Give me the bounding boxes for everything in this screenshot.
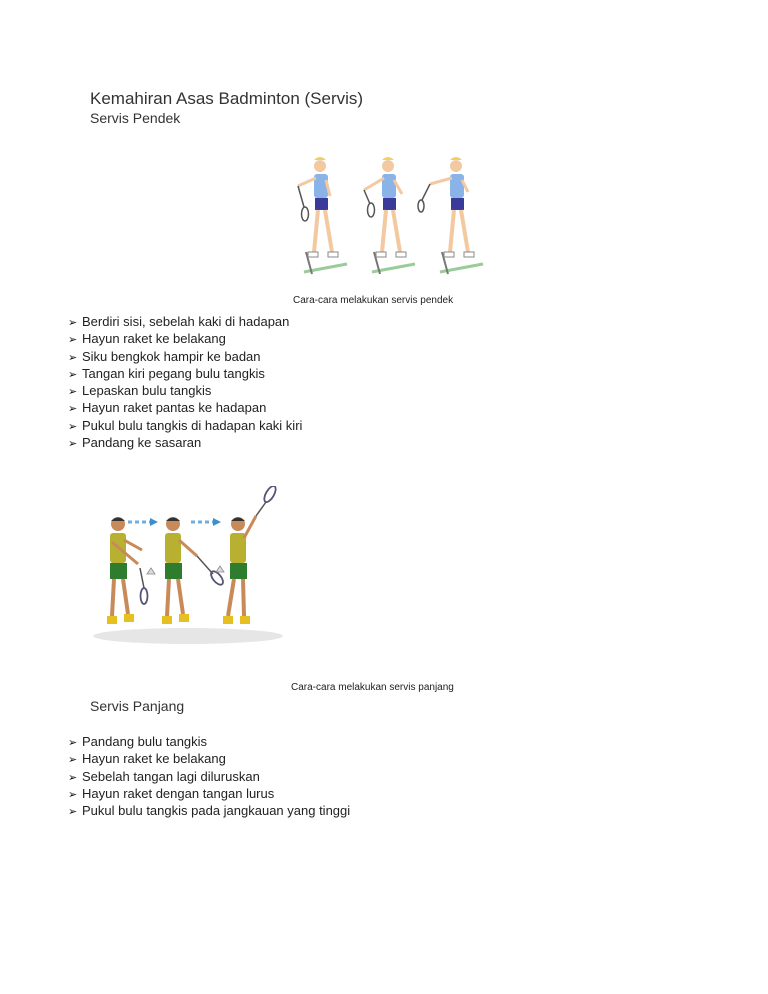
list-item: ➢ Hayun raket ke belakang xyxy=(68,750,350,767)
list-item: ➢ Pukul bulu tangkis pada jangkauan yang tinggi xyxy=(68,802,350,819)
list-item: ➢ Hayun raket ke belakang xyxy=(68,330,302,347)
list-item: ➢ Hayun raket pantas ke hadapan xyxy=(68,399,302,416)
arrow-bullet-icon: ➢ xyxy=(68,403,78,416)
player-figure xyxy=(216,486,278,624)
arrow-bullet-icon: ➢ xyxy=(68,334,78,347)
arrow-bullet-icon: ➢ xyxy=(68,351,78,364)
arrow-bullet-icon: ➢ xyxy=(68,386,78,399)
list-item: ➢ Pandang bulu tangkis xyxy=(68,733,350,750)
list-item: ➢ Tangan kiri pegang bulu tangkis xyxy=(68,365,302,382)
arrow-bullet-icon: ➢ xyxy=(68,806,78,819)
arrow-bullet-icon: ➢ xyxy=(68,737,78,749)
list-item: ➢ Berdiri sisi, sebelah kaki di hadapan xyxy=(68,313,302,330)
short-serve-illustration xyxy=(282,152,492,280)
arrow-bullet-icon: ➢ xyxy=(68,754,78,767)
arrow-bullet-icon: ➢ xyxy=(68,420,78,433)
player-figure xyxy=(147,517,225,624)
list-item: ➢ Siku bengkok hampir ke badan xyxy=(68,348,302,365)
short-serve-caption: Cara-cara melakukan servis pendek xyxy=(293,295,454,306)
arrow-bullet-icon: ➢ xyxy=(68,788,78,801)
short-serve-steps xyxy=(68,313,302,451)
list-item: ➢ Lepaskan bulu tangkis xyxy=(68,382,302,399)
player-figure xyxy=(418,157,483,274)
long-serve-illustration xyxy=(88,486,288,646)
list-item: ➢ Pandang ke sasaran xyxy=(68,434,302,451)
player-figure xyxy=(298,157,347,274)
long-serve-heading: Servis Panjang xyxy=(90,698,185,714)
list-item: ➢ Hayun raket dengan tangan lurus xyxy=(68,785,350,802)
arrow-bullet-icon: ➢ xyxy=(68,438,78,451)
arrow-bullet-icon: ➢ xyxy=(68,771,78,784)
long-serve-caption: Cara-cara melakukan servis panjang xyxy=(291,682,454,693)
short-serve-heading: Servis Pendek xyxy=(90,110,181,126)
arrow-bullet-icon: ➢ xyxy=(68,317,78,329)
page-title: Kemahiran Asas Badminton (Servis) xyxy=(90,89,364,108)
list-item: ➢ Sebelah tangan lagi diluruskan xyxy=(68,768,350,785)
player-figure xyxy=(107,517,148,624)
long-serve-steps xyxy=(68,733,350,819)
list-item: ➢ Pukul bulu tangkis di hadapan kaki kiri xyxy=(68,417,302,434)
player-figure xyxy=(364,157,415,274)
arrow-bullet-icon: ➢ xyxy=(68,368,78,381)
